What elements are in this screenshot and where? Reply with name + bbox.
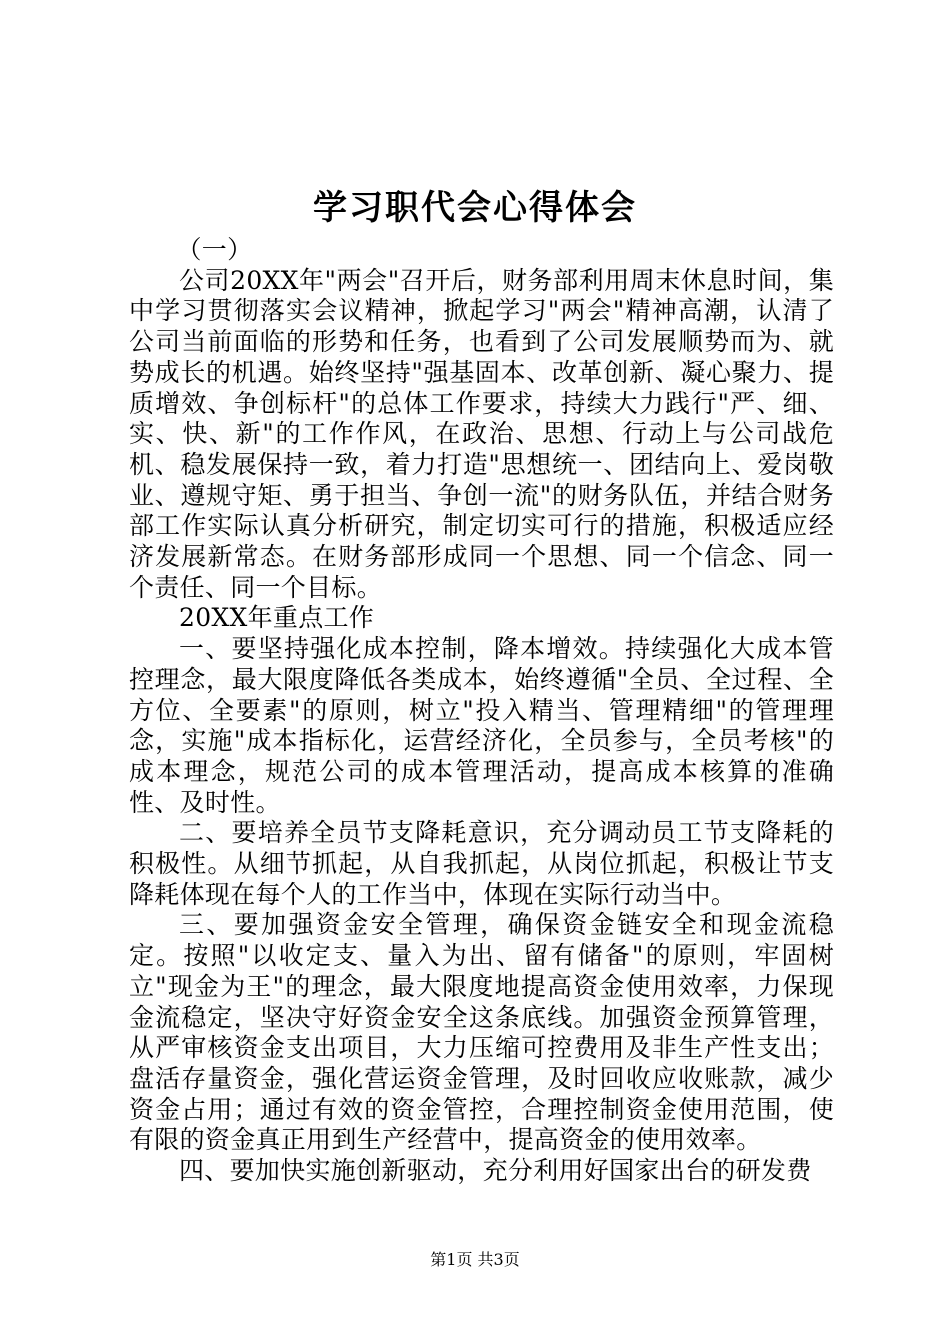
page-footer: 第1页 共3页 [430, 1250, 520, 1269]
document-body [129, 235, 834, 1187]
paragraph-item-3: 三、要加强资金安全管理，确保资金链安全和现金流稳定。按照"以收定支、量入为出、留有储备"的原则，牢固树立"现金为王"的理念，最大限度地提高资金使用效率，力保现金流稳定，坚决守好资金安全这条底线。加强资金预算管理，从严审核资金支出项目，大力压缩可控费用及非生产性支出；盘活存量资金，强化营运资金管理，及时回收应收账款，减少资金占用；通过有效的资金管控，合理控制资金使用范围，使有限的资金真正用到生产经营中，提高资金的使用效率。 [129, 910, 834, 1155]
section-marker: （一） [176, 235, 253, 264]
paragraph-item-4: 四、要加快实施创新驱动，充分利用好国家出台的研发费 [179, 1156, 812, 1186]
subsection-heading: 20XX年重点工作 [179, 603, 375, 633]
paragraph-item-1: 一、要坚持强化成本控制，降本增效。持续强化大成本管控理念，最大限度降低各类成本，始终遵循"全员、全过程、全方位、全要素"的原则，树立"投入精当、管理精细"的管理理念，实施"成本指标化，运营经济化，全员参与，全员考核"的成本理念，规范公司的成本管理活动，提高成本核算的准确性、及时性。 [129, 634, 834, 817]
paragraph-item-2: 二、要培养全员节支降耗意识，充分调动员工节支降耗的积极性。从细节抓起，从自我抓起，从岗位抓起，积极让节支降耗体现在每个人的工作当中，体现在实际行动当中。 [129, 818, 834, 909]
page-title: 学习职代会心得体会 [313, 188, 637, 228]
paragraph-intro: 公司20XX年"两会"召开后，财务部利用周末休息时间，集中学习贯彻落实会议精神，掀起学习"两会"精神高潮，认清了公司当前面临的形势和任务，也看到了公司发展顺势而为、就势成长的机遇。始终坚持"强基固本、改革创新、凝心聚力、提质增效、争创标杆"的总体工作要求，持续大力践行"严、细、实、快、新"的工作作风，在政治、思想、行动上与公司战危机、稳发展保持一致，着力打造"思想统一、团结向上、爱岗敬业、遵规守矩、勇于担当、争创一流"的财务队伍，并结合财务部工作实际认真分析研究，制定切实可行的措施，积极适应经济发展新常态。在财务部形成同一个思想、同一个信念、同一个责任、同一个目标。 [129, 265, 834, 602]
